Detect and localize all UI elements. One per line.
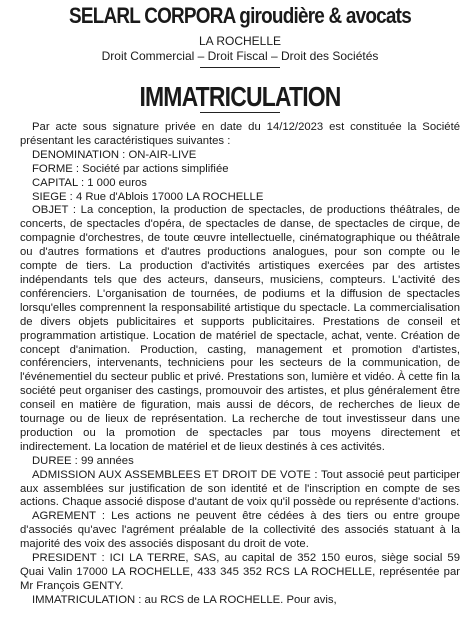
firm-city: LA ROCHELLE xyxy=(198,34,282,48)
intro-paragraph: Par acte sous signature privée en date du 14/12/2023 est constituée la Société présentant les caractéristiques suivantes : xyxy=(20,121,460,147)
objet-paragraph: OBJET : La conception, la production de spectacles, de productions théâtrales, de concerts, de spectacles d'opéra, de spectacles de danse, de spectacles de cirque, de compagnie d'orchestres, de toute œuvre intellectuelle, cinématographique ou théâtrale ou d'autres formations et d'autres productions analogues, pour son compte ou le compte de tiers. La production d'activités artistiques exercées par des artistes indépendants tels que des acteurs, danseurs, musiciens, compteurs. L'activité des conférenciers. L'organisation de tournées, de podiums et la diffusion de spectacles lorsqu'elles comprennent la responsabilité artistique du spectacle. La commercialisation de divers objets publicitaires et supports publicitaires. Prestations de conseil et programmation artistique. Location de matériel de spectacle, achat, vente. Création de concept d'animation. Production, casting, management et promotion d'artistes, conférenciers, intervenants, techniciens pour les secteurs de la communication, de l'événementiel du secteur public et privé. Prestations son, lumière et vidéo. À cette fin la société peut organiser des castings, promouvoir des artistes, et plus généralement être conseil en matière de figuration, mais aussi de décors, de recherches de lieux de tournage ou de lieux de représentation. La recherche de tout investisseur dans une production ou la promotion de spectacles par tous moyens directement et indirectement. La location de matériel et de lieux destinés à ces activités. xyxy=(20,204,460,453)
agrement-paragraph: AGREMENT : Les actions ne peuvent être cédées à des tiers ou entre groupe d'associés qu'avec l'agrément préalable de la collectivité des associés statuant à la majorité des voix des associés disposant du droit de vote. xyxy=(20,510,460,551)
siege-line: SIEGE : 4 Rue d'Ablois 17000 LA ROCHELLE xyxy=(32,190,264,203)
title-divider xyxy=(200,112,280,113)
firm-practice-areas: Droit Commercial – Droit Fiscal – Droit des Sociétés xyxy=(101,49,379,63)
admission-paragraph: ADMISSION AUX ASSEMBLEES ET DROIT DE VOTE : Tout associé peut participer aux assemblées sur justification de son identité et de l'inscription en compte de ses actions. Chaque associé dispose d'autant de voix qu'il possède ou représente d'actions. xyxy=(20,468,460,509)
capital-line: CAPITAL : 1 000 euros xyxy=(32,176,147,189)
header-divider xyxy=(200,67,280,68)
immatriculation-line: IMMATRICULATION : au RCS de LA ROCHELLE. Pour avis, xyxy=(32,593,337,606)
firm-name: SELARL CORPORA giroudière & avocats xyxy=(69,3,411,28)
notice-title: IMMATRICULATION xyxy=(139,81,341,112)
president-paragraph: PRESIDENT : ICI LA TERRE, SAS, au capital de 352 150 euros, siège social 59 Quai Valin 17000 LA ROCHELLE, 433 345 352 RCS LA ROCHELLE, représentée par Mr François GENTY. xyxy=(20,552,460,592)
denomination-line: DENOMINATION : ON-AIR-LIVE xyxy=(32,148,197,161)
notice-body xyxy=(20,121,460,608)
forme-line: FORME : Société par actions simplifiée xyxy=(32,162,229,175)
duree-line: DUREE : 99 années xyxy=(32,454,134,467)
